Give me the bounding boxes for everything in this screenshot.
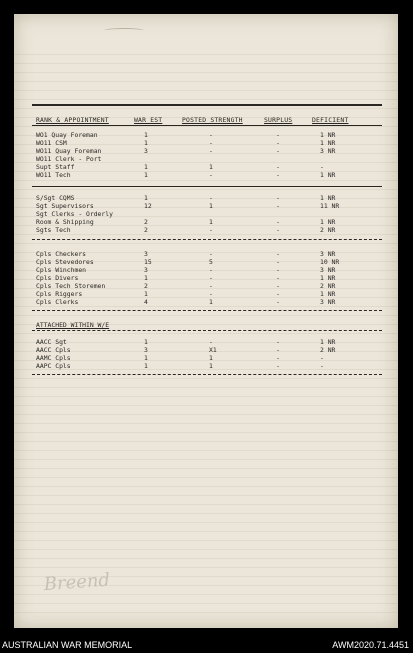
cell-rank: WO11 Tech bbox=[36, 171, 71, 179]
cell-posted: 5 bbox=[209, 258, 213, 266]
table-row bbox=[14, 131, 398, 139]
cell-posted: - bbox=[209, 250, 213, 258]
cell-def: 1 NR bbox=[320, 194, 336, 202]
table-row bbox=[14, 354, 398, 362]
cell-war: 3 bbox=[144, 266, 148, 274]
cell-def: 11 NR bbox=[320, 202, 340, 210]
table-row bbox=[14, 282, 398, 290]
section-rule bbox=[32, 186, 382, 187]
paper-ruling bbox=[14, 567, 398, 568]
cell-war: 2 bbox=[144, 218, 148, 226]
cell-posted: 1 bbox=[209, 362, 213, 370]
paper-ruling bbox=[14, 72, 398, 73]
paper-ruling bbox=[14, 180, 398, 181]
cell-war: 1 bbox=[144, 338, 148, 346]
paper-ruling bbox=[14, 558, 398, 559]
header-posted-strength: POSTED STRENGTH bbox=[182, 116, 243, 124]
header-rank: RANK & APPOINTMENT bbox=[36, 116, 109, 124]
cell-def: 3 NR bbox=[320, 147, 336, 155]
cell-posted: 1 bbox=[209, 202, 213, 210]
cell-rank: Cpls Checkers bbox=[36, 250, 87, 258]
cell-surplus: - bbox=[276, 362, 280, 370]
cell-def: 1 NR bbox=[320, 131, 336, 139]
paper-ruling bbox=[14, 450, 398, 451]
cell-rank: Room & Shipping bbox=[36, 218, 94, 226]
footer-right: AWM2020.71.4451 bbox=[332, 640, 409, 650]
table-row bbox=[14, 258, 398, 266]
cell-def: 1 NR bbox=[320, 218, 336, 226]
cell-posted: - bbox=[209, 139, 213, 147]
cell-surplus: - bbox=[276, 163, 280, 171]
cell-war: 2 bbox=[144, 282, 148, 290]
cell-surplus: - bbox=[276, 282, 280, 290]
section-rule bbox=[32, 239, 382, 240]
paper-ruling bbox=[14, 468, 398, 469]
table-row bbox=[14, 202, 398, 210]
paper-ruling bbox=[14, 333, 398, 334]
cell-rank: AACC Sgt bbox=[36, 338, 67, 346]
cell-war: 1 bbox=[144, 131, 148, 139]
cell-rank: Sgt Clerks - Orderly bbox=[36, 210, 113, 218]
cell-surplus: - bbox=[276, 258, 280, 266]
table-row bbox=[14, 290, 398, 298]
cell-def: 3 NR bbox=[320, 250, 336, 258]
cell-posted: - bbox=[209, 147, 213, 155]
cell-surplus: - bbox=[276, 298, 280, 306]
signature-mark: Breend bbox=[43, 569, 111, 596]
paper-ruling bbox=[14, 189, 398, 190]
cell-posted: X1 bbox=[209, 346, 217, 354]
paper-ruling bbox=[14, 540, 398, 541]
paper-ruling bbox=[14, 63, 398, 64]
paper-ruling bbox=[14, 387, 398, 388]
cell-def: 2 NR bbox=[320, 226, 336, 234]
cell-war: 3 bbox=[144, 250, 148, 258]
cell-rank: Cpls Tech Storemen bbox=[36, 282, 106, 290]
cell-def: - bbox=[320, 163, 324, 171]
cell-rank: S/Sgt CQMS bbox=[36, 194, 75, 202]
cell-def: 1 NR bbox=[320, 290, 336, 298]
cell-war: 3 bbox=[144, 147, 148, 155]
cell-surplus: - bbox=[276, 202, 280, 210]
paper-ruling bbox=[14, 549, 398, 550]
cell-posted: 1 bbox=[209, 218, 213, 226]
cell-war: 1 bbox=[144, 362, 148, 370]
cell-war: 1 bbox=[144, 163, 148, 171]
paper-ruling bbox=[14, 477, 398, 478]
cell-posted: - bbox=[209, 226, 213, 234]
paper-ruling bbox=[14, 513, 398, 514]
header-war-est: WAR EST bbox=[134, 116, 163, 124]
cell-surplus: - bbox=[276, 218, 280, 226]
cell-def: 10 NR bbox=[320, 258, 340, 266]
cell-war: 1 bbox=[144, 354, 148, 362]
paper-ruling bbox=[14, 405, 398, 406]
paper-ruling bbox=[14, 441, 398, 442]
cell-war: 3 bbox=[144, 346, 148, 354]
cell-def: - bbox=[320, 362, 324, 370]
table-row bbox=[14, 163, 398, 171]
cell-surplus: - bbox=[276, 266, 280, 274]
cell-war: 1 bbox=[144, 274, 148, 282]
paper-ruling bbox=[14, 108, 398, 109]
cell-surplus: - bbox=[276, 354, 280, 362]
section-rule bbox=[32, 330, 382, 331]
attached-title: ATTACHED WITHIN W/E bbox=[36, 321, 110, 329]
table-row bbox=[14, 218, 398, 226]
cell-rank: WO11 CSM bbox=[36, 139, 67, 147]
cell-posted: 1 bbox=[209, 298, 213, 306]
paper-ruling bbox=[14, 243, 398, 244]
paper-mark bbox=[104, 28, 144, 33]
table-row bbox=[14, 139, 398, 147]
paper-ruling bbox=[14, 495, 398, 496]
cell-posted: 1 bbox=[209, 163, 213, 171]
cell-surplus: - bbox=[276, 226, 280, 234]
cell-war: 1 bbox=[144, 194, 148, 202]
paper-ruling bbox=[14, 531, 398, 532]
cell-surplus: - bbox=[276, 274, 280, 282]
cell-surplus: - bbox=[276, 250, 280, 258]
cell-war: 1 bbox=[144, 139, 148, 147]
cell-posted: - bbox=[209, 194, 213, 202]
paper-ruling bbox=[14, 504, 398, 505]
table-row bbox=[14, 362, 398, 370]
paper-ruling bbox=[14, 234, 398, 235]
cell-def: 2 NR bbox=[320, 282, 336, 290]
table-row bbox=[14, 194, 398, 202]
paper-ruling bbox=[14, 486, 398, 487]
paper-ruling bbox=[14, 522, 398, 523]
table-row bbox=[14, 298, 398, 306]
cell-rank: WO1 Quay Foreman bbox=[36, 131, 98, 139]
table-row bbox=[14, 338, 398, 346]
cell-rank: AACC Cpls bbox=[36, 346, 71, 354]
cell-def: 1 NR bbox=[320, 338, 336, 346]
document-page bbox=[14, 14, 398, 628]
cell-rank: WO11 Quay Foreman bbox=[36, 147, 102, 155]
paper-ruling bbox=[14, 459, 398, 460]
cell-rank: Supt Staff bbox=[36, 163, 75, 171]
cell-surplus: - bbox=[276, 290, 280, 298]
header-surplus: SURPLUS bbox=[264, 116, 293, 124]
paper-ruling bbox=[14, 612, 398, 613]
cell-surplus: - bbox=[276, 194, 280, 202]
cell-posted: - bbox=[209, 282, 213, 290]
cell-def: 3 NR bbox=[320, 266, 336, 274]
cell-def: 2 NR bbox=[320, 346, 336, 354]
paper-ruling bbox=[14, 306, 398, 307]
cell-rank: WO11 Clerk - Port bbox=[36, 155, 102, 163]
cell-def: 3 NR bbox=[320, 298, 336, 306]
table-row bbox=[14, 155, 398, 163]
top-rule bbox=[32, 104, 382, 106]
paper-ruling bbox=[14, 432, 398, 433]
table-row bbox=[14, 147, 398, 155]
cell-rank: Cpls Stevedores bbox=[36, 258, 94, 266]
paper-ruling bbox=[14, 423, 398, 424]
cell-war: 12 bbox=[144, 202, 152, 210]
cell-posted: 1 bbox=[209, 354, 213, 362]
cell-posted: - bbox=[209, 171, 213, 179]
cell-war: 4 bbox=[144, 298, 148, 306]
cell-surplus: - bbox=[276, 338, 280, 346]
cell-posted: - bbox=[209, 266, 213, 274]
table-row bbox=[14, 171, 398, 179]
cell-war: 1 bbox=[144, 171, 148, 179]
paper-ruling bbox=[14, 603, 398, 604]
cell-rank: Cpls Winchmen bbox=[36, 266, 87, 274]
cell-surplus: - bbox=[276, 346, 280, 354]
table-row bbox=[14, 226, 398, 234]
cell-posted: - bbox=[209, 274, 213, 282]
paper-ruling bbox=[14, 81, 398, 82]
footer-left: AUSTRALIAN WAR MEMORIAL bbox=[2, 640, 133, 650]
cell-war: 2 bbox=[144, 226, 148, 234]
cell-rank: Sgt Supervisors bbox=[36, 202, 94, 210]
table-row bbox=[14, 210, 398, 218]
paper-ruling bbox=[14, 414, 398, 415]
cell-rank: AAMC Cpls bbox=[36, 354, 71, 362]
cell-surplus: - bbox=[276, 131, 280, 139]
cell-rank: Cpls Riggers bbox=[36, 290, 83, 298]
cell-posted: - bbox=[209, 131, 213, 139]
paper-ruling bbox=[14, 90, 398, 91]
cell-rank: Cpls Clerks bbox=[36, 298, 79, 306]
cell-posted: - bbox=[209, 290, 213, 298]
cell-rank: Sgts Tech bbox=[36, 226, 71, 234]
paper-ruling bbox=[14, 54, 398, 55]
table-row bbox=[14, 274, 398, 282]
cell-war: 15 bbox=[144, 258, 152, 266]
paper-ruling bbox=[14, 315, 398, 316]
cell-rank: AAPC Cpls bbox=[36, 362, 71, 370]
cell-def: 1 NR bbox=[320, 274, 336, 282]
paper-ruling bbox=[14, 396, 398, 397]
table-row bbox=[14, 250, 398, 258]
table-row bbox=[14, 266, 398, 274]
cell-def: 1 NR bbox=[320, 139, 336, 147]
paper-ruling bbox=[14, 126, 398, 127]
cell-posted: - bbox=[209, 338, 213, 346]
cell-surplus: - bbox=[276, 147, 280, 155]
cell-surplus: - bbox=[276, 139, 280, 147]
section-rule bbox=[32, 310, 382, 311]
cell-war: 1 bbox=[144, 290, 148, 298]
section-rule bbox=[32, 374, 382, 375]
cell-surplus: - bbox=[276, 171, 280, 179]
paper-ruling bbox=[14, 99, 398, 100]
table-row bbox=[14, 346, 398, 354]
cell-rank: Cpls Divers bbox=[36, 274, 79, 282]
header-deficient: DEFICIENT bbox=[312, 116, 349, 124]
cell-def: 1 NR bbox=[320, 171, 336, 179]
cell-def: - bbox=[320, 354, 324, 362]
paper-ruling bbox=[14, 378, 398, 379]
header-rule bbox=[32, 125, 382, 126]
